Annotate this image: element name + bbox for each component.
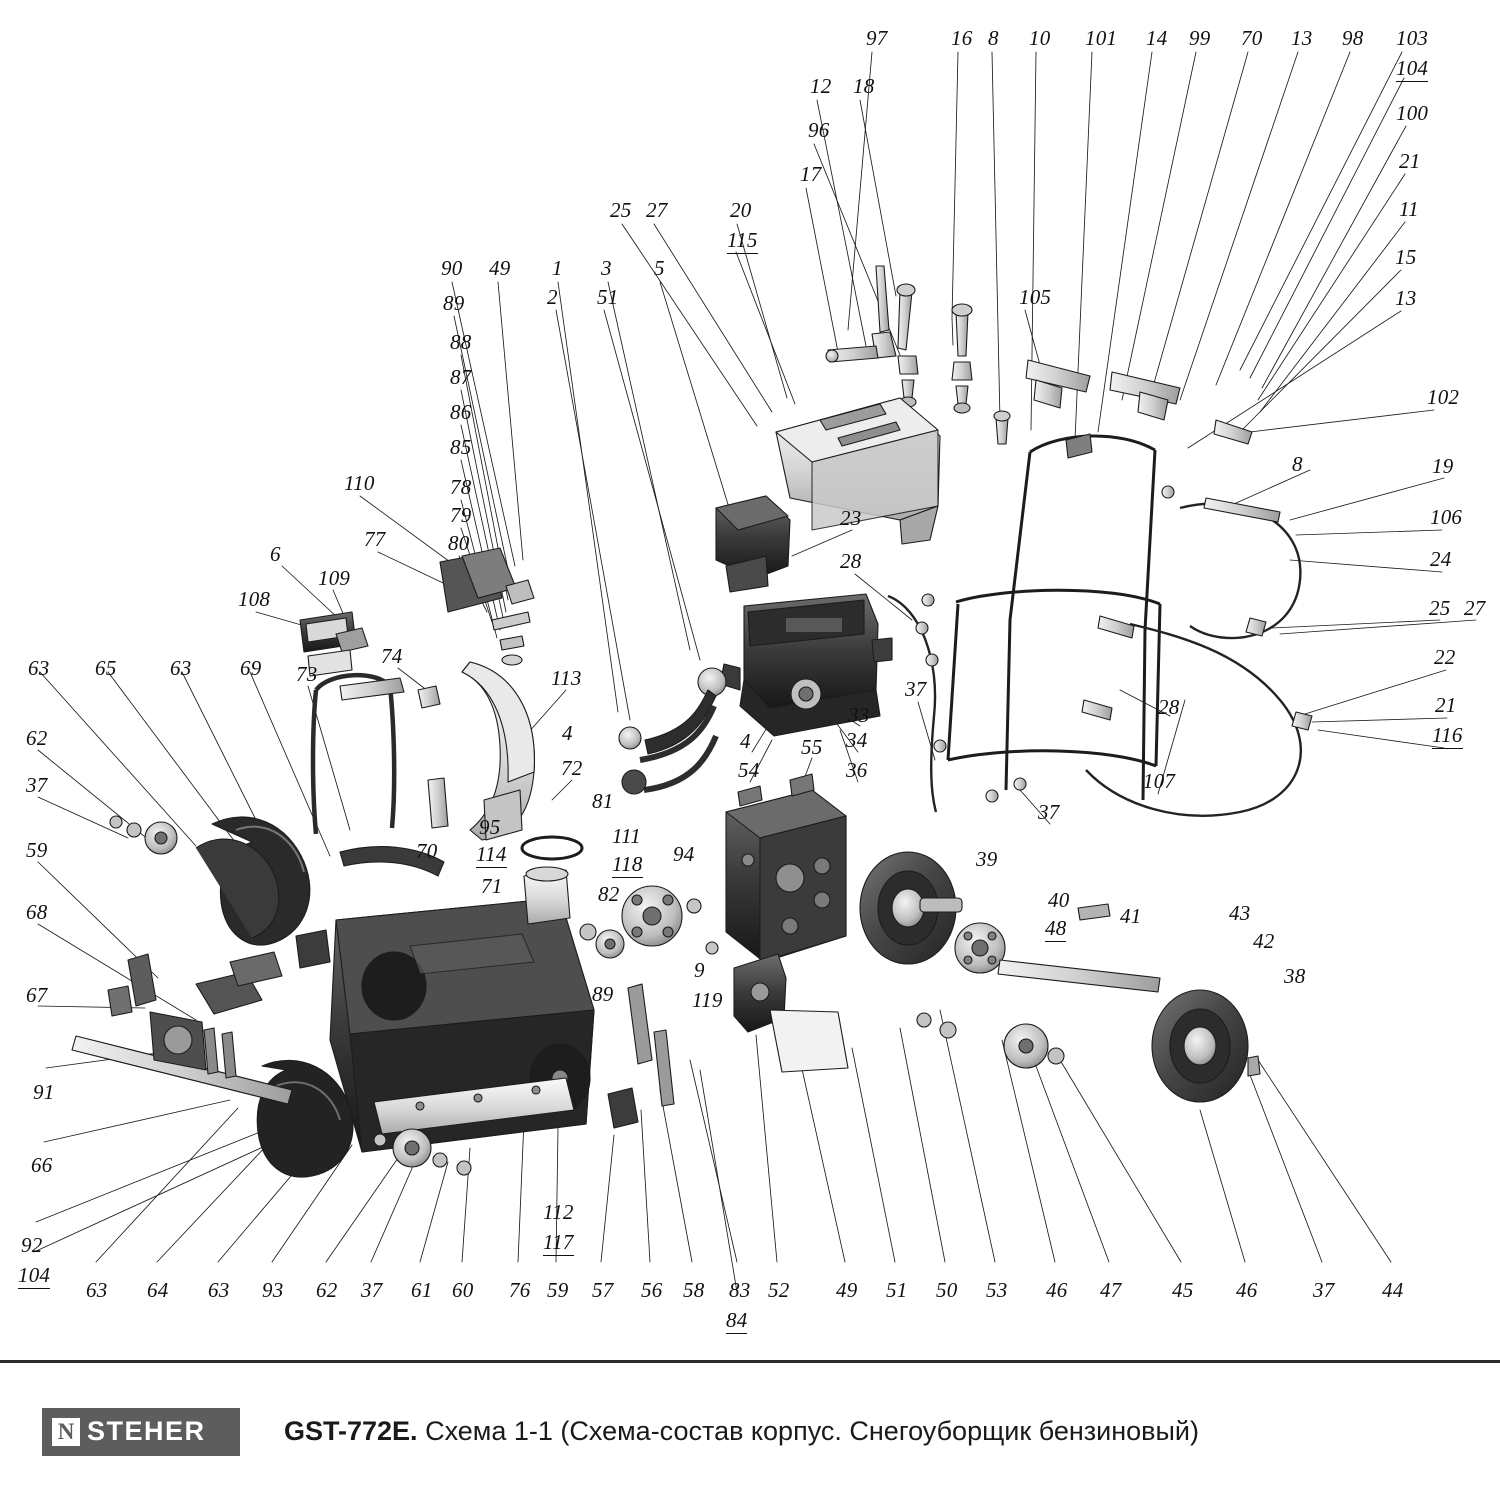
callout-number: 79 — [450, 503, 472, 527]
callout-number: 71 — [481, 874, 503, 898]
callout-number: 17 — [800, 162, 822, 186]
callout-number: 62 — [26, 726, 48, 750]
callout-number: 10 — [1029, 26, 1051, 50]
caption-text: Схема 1-1 (Схема-состав корпус. Снегоуборщик бензиновый) — [425, 1416, 1199, 1446]
callout-number: 33 — [848, 703, 870, 727]
callout-number: 46 — [1236, 1278, 1258, 1302]
brand-logo — [42, 1408, 240, 1456]
callout-number: 8 — [988, 26, 999, 50]
callout-number: 41 — [1120, 904, 1142, 928]
callout-number: 24 — [1430, 547, 1452, 571]
callout-number: 111 — [612, 824, 641, 848]
callout-number: 19 — [1432, 454, 1454, 478]
callout-number: 37 — [361, 1278, 383, 1302]
callout-number: 18 — [853, 74, 875, 98]
callout-number: 52 — [768, 1278, 790, 1302]
callout-number: 108 — [238, 587, 271, 611]
callout-number: 89 — [443, 291, 465, 315]
callout-number: 107 — [1143, 769, 1176, 793]
callout-number: 118 — [612, 852, 643, 876]
callout-number: 38 — [1284, 964, 1306, 988]
callout-number: 34 — [846, 728, 868, 752]
callout-number: 78 — [450, 475, 472, 499]
callout-number: 100 — [1396, 101, 1429, 125]
callout-number: 105 — [1019, 285, 1052, 309]
callout-number: 43 — [1229, 901, 1251, 925]
callout-number: 46 — [1046, 1278, 1068, 1302]
callout-number: 21 — [1435, 693, 1457, 717]
callout-number: 37 — [1038, 800, 1060, 824]
brand-mark-icon: N — [52, 1418, 80, 1446]
callout-number: 84 — [726, 1308, 748, 1332]
callout-number: 95 — [479, 815, 501, 839]
callout-number: 54 — [738, 758, 760, 782]
diagram-caption — [284, 1416, 1199, 1447]
callout-number: 13 — [1395, 286, 1417, 310]
callout-number: 59 — [26, 838, 48, 862]
callout-number: 50 — [936, 1278, 958, 1302]
callout-number: 23 — [840, 506, 862, 530]
callout-number: 109 — [318, 566, 351, 590]
brand-name: STEHER — [87, 1416, 206, 1446]
callout-number: 3 — [601, 256, 612, 280]
callout-number: 53 — [986, 1278, 1008, 1302]
callout-number: 51 — [597, 285, 619, 309]
callout-number: 59 — [547, 1278, 569, 1302]
callout-number: 68 — [26, 900, 48, 924]
callout-number: 90 — [441, 256, 463, 280]
callout-number: 106 — [1430, 505, 1463, 529]
callout-number: 70 — [1241, 26, 1263, 50]
footer-bar — [0, 1363, 1500, 1500]
callout-number: 77 — [364, 527, 386, 551]
callout-number: 51 — [886, 1278, 908, 1302]
callout-number: 4 — [740, 729, 751, 753]
callout-number: 82 — [598, 882, 620, 906]
callout-number: 104 — [18, 1263, 51, 1287]
callout-number: 67 — [26, 983, 48, 1007]
callout-number: 6 — [270, 542, 281, 566]
callout-number: 40 — [1048, 888, 1070, 912]
callout-number: 73 — [296, 662, 318, 686]
callout-number: 9 — [694, 958, 705, 982]
callout-number: 13 — [1291, 26, 1313, 50]
callout-number: 72 — [561, 756, 583, 780]
callout-number: 110 — [344, 471, 375, 495]
callout-number: 87 — [450, 365, 472, 389]
callout-number: 103 — [1396, 26, 1429, 50]
callout-number: 69 — [240, 656, 262, 680]
callout-number: 74 — [381, 644, 403, 668]
callout-number: 28 — [840, 549, 862, 573]
callout-number: 96 — [808, 118, 830, 142]
callout-number: 27 — [1464, 596, 1486, 620]
callout-number: 5 — [654, 256, 665, 280]
callout-number: 20 — [730, 198, 752, 222]
callout-number: 57 — [592, 1278, 614, 1302]
callout-number: 63 — [170, 656, 192, 680]
callout-number: 97 — [866, 26, 888, 50]
callout-number: 27 — [646, 198, 668, 222]
callout-number: 65 — [95, 656, 117, 680]
callout-number: 86 — [450, 400, 472, 424]
callout-number: 37 — [1313, 1278, 1335, 1302]
callout-number: 99 — [1189, 26, 1211, 50]
callout-number: 36 — [846, 758, 868, 782]
callout-number: 85 — [450, 435, 472, 459]
callout-number: 112 — [543, 1200, 574, 1224]
callout-number: 93 — [262, 1278, 284, 1302]
callout-number: 12 — [810, 74, 832, 98]
callout-number: 37 — [26, 773, 48, 797]
callout-number: 2 — [547, 285, 558, 309]
callout-number: 39 — [976, 847, 998, 871]
callout-number: 16 — [951, 26, 973, 50]
callout-number: 119 — [692, 988, 723, 1012]
callout-number: 117 — [543, 1230, 574, 1254]
callout-number: 48 — [1045, 916, 1067, 940]
callout-number: 11 — [1399, 197, 1419, 221]
callout-number: 44 — [1382, 1278, 1404, 1302]
callout-number: 116 — [1432, 723, 1463, 747]
callout-number: 70 — [416, 839, 438, 863]
callout-number: 98 — [1342, 26, 1364, 50]
callout-number: 92 — [21, 1233, 43, 1257]
callout-number: 1 — [552, 256, 563, 280]
callout-number: 47 — [1100, 1278, 1122, 1302]
callout-number: 63 — [28, 656, 50, 680]
callout-number: 25 — [1429, 596, 1451, 620]
callout-number: 58 — [683, 1278, 705, 1302]
callout-number: 114 — [476, 842, 507, 866]
callout-number: 8 — [1292, 452, 1303, 476]
callout-number: 61 — [411, 1278, 433, 1302]
model-number: GST-772E. — [284, 1416, 418, 1446]
callout-number: 42 — [1253, 929, 1275, 953]
callout-number: 63 — [208, 1278, 230, 1302]
callout-number: 88 — [450, 330, 472, 354]
callout-number: 37 — [905, 677, 927, 701]
callout-number: 115 — [727, 228, 758, 252]
callout-number: 81 — [592, 789, 614, 813]
callout-number: 15 — [1395, 245, 1417, 269]
callout-number: 91 — [33, 1080, 55, 1104]
callout-number: 14 — [1146, 26, 1168, 50]
callout-number: 113 — [551, 666, 582, 690]
callout-number: 89 — [592, 982, 614, 1006]
callout-number: 49 — [489, 256, 511, 280]
callout-number: 21 — [1399, 149, 1421, 173]
callout-number: 25 — [610, 198, 632, 222]
callout-number: 83 — [729, 1278, 751, 1302]
callout-number: 55 — [801, 735, 823, 759]
callout-number: 64 — [147, 1278, 169, 1302]
callout-number: 49 — [836, 1278, 858, 1302]
callout-number: 80 — [448, 531, 470, 555]
callout-number: 66 — [31, 1153, 53, 1177]
callout-number: 60 — [452, 1278, 474, 1302]
callout-number: 76 — [509, 1278, 531, 1302]
callout-number: 4 — [562, 721, 573, 745]
callout-number: 22 — [1434, 645, 1456, 669]
callout-number: 101 — [1085, 26, 1118, 50]
callout-number: 62 — [316, 1278, 338, 1302]
callout-number: 28 — [1158, 695, 1180, 719]
callout-number: 45 — [1172, 1278, 1194, 1302]
callout-number: 56 — [641, 1278, 663, 1302]
callout-number: 104 — [1396, 56, 1429, 80]
callout-number: 94 — [673, 842, 695, 866]
callout-number: 63 — [86, 1278, 108, 1302]
callout-number: 102 — [1427, 385, 1460, 409]
